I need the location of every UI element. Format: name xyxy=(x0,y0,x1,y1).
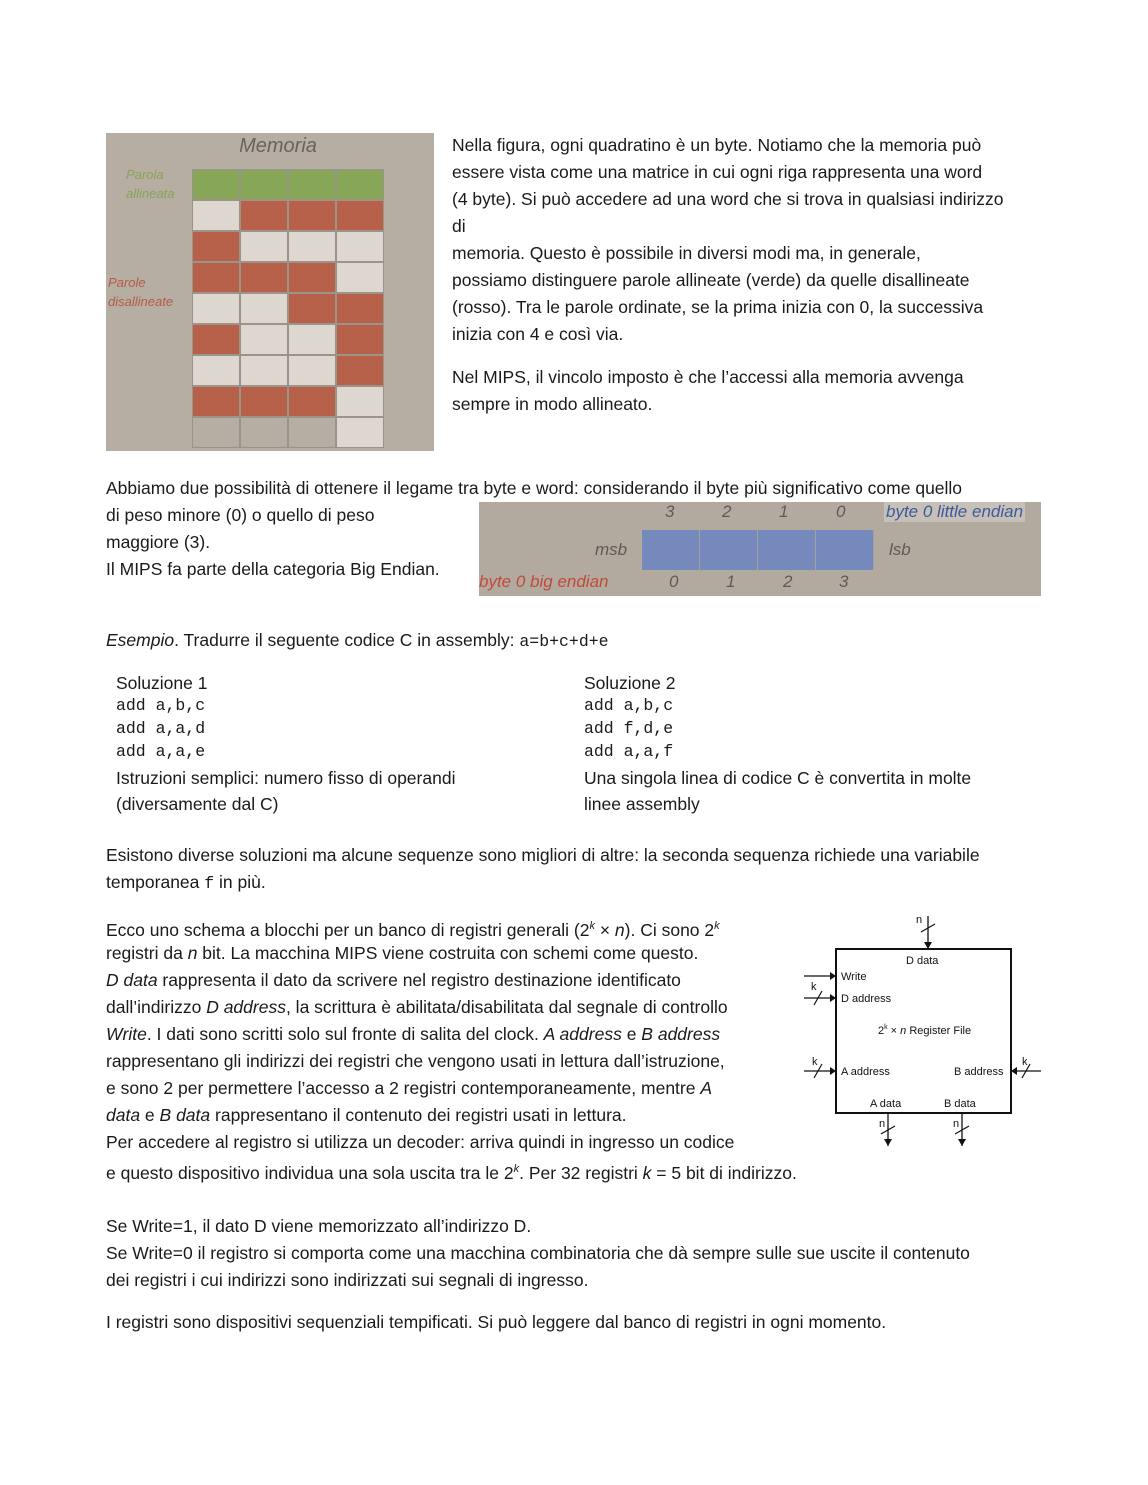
big-index-3: 3 xyxy=(839,572,849,591)
intro-line-3: (4 byte). Si può accedere ad una word che si trova in qualsiasi indirizzo xyxy=(452,189,1004,209)
solution-1-title: Soluzione 1 xyxy=(116,673,208,693)
solution-1-code-2: add a,a,d xyxy=(116,719,206,738)
memory-figure xyxy=(106,133,434,451)
memory-byte-cell xyxy=(336,293,384,324)
memory-byte-cell xyxy=(288,386,336,417)
a-data-width-label: n xyxy=(879,1118,886,1130)
memory-byte-cell xyxy=(192,417,240,448)
lsb-label: lsb xyxy=(889,540,911,559)
solution-2-note-1: Una singola linea di codice C è convertita in molte xyxy=(584,768,972,788)
big-index-1: 1 xyxy=(726,572,736,591)
intro-line-5: memoria. Questo è possibile in diversi modi ma, in generale, xyxy=(452,243,921,263)
endian-line-2: di peso minore (0) o quello di peso xyxy=(106,505,375,525)
regfile-line-7: e sono 2 per permettere l’accesso a 2 registri contemporaneamente, mentre A xyxy=(106,1078,713,1098)
memory-byte-cell xyxy=(192,262,240,293)
endian-figure xyxy=(479,502,1041,596)
byte-cell xyxy=(642,530,700,570)
regfile-line-6: rappresentano gli indirizzi dei registri che vengono usati in lettura dall’istruzione, xyxy=(106,1051,725,1071)
memory-byte-cell xyxy=(192,231,240,262)
regfile-line-1: Ecco uno schema a blocchi per un banco di registri generali $(2^k \times n)$. Ci sono 2$^k$ xyxy=(106,920,720,940)
a-address-label: A address xyxy=(841,1066,890,1078)
memory-byte-cell xyxy=(336,262,384,293)
byte-cell xyxy=(816,530,874,570)
b-address-label: B address xyxy=(954,1066,1004,1078)
closing-line: I registri sono dispositivi sequenziali tempificati. Si può leggere dal banco di registri in ogni momento. xyxy=(106,1312,887,1332)
memory-byte-cell xyxy=(240,262,288,293)
solution-2-code-1: add a,b,c xyxy=(584,696,674,715)
intro-line-7: (rosso). Tra le parole ordinate, se la prima inizia con 0, la successiva xyxy=(452,297,984,317)
memory-byte-cell xyxy=(288,355,336,386)
intro-line-8: inizia con 4 e così via. xyxy=(452,324,624,344)
b-address-width-label: k xyxy=(1022,1056,1028,1068)
example-line: Esempio. Tradurre il seguente codice C in assembly: a=b+c+d+e xyxy=(106,630,609,651)
memory-byte-cell xyxy=(240,417,288,448)
label-aligned-word: Parola allineata xyxy=(126,167,175,201)
memory-byte-cell xyxy=(192,200,240,231)
byte-cell xyxy=(758,530,816,570)
memory-figure-title: Memoria xyxy=(239,135,317,157)
mips-alignment-line-2: sempre in modo allineato. xyxy=(452,394,653,414)
memory-byte-cell xyxy=(288,293,336,324)
regfile-line-3: D data rappresenta il dato da scrivere nel registro destinazione identificato xyxy=(106,970,681,990)
memory-byte-cell xyxy=(288,262,336,293)
b-data-width-label: n xyxy=(953,1118,960,1130)
memory-byte-cell xyxy=(240,324,288,355)
intro-line-1: Nella figura, ogni quadratino è un byte. Notiamo che la memoria può xyxy=(452,135,982,155)
register-file-title: $2^k \times n$ Register File xyxy=(878,1024,972,1037)
little-endian-label: byte 0 little endian xyxy=(886,502,1024,521)
write-label: Write xyxy=(841,971,867,983)
big-index-0: 0 xyxy=(669,572,679,591)
memory-byte-cell xyxy=(288,231,336,262)
memory-byte-cell xyxy=(240,386,288,417)
mips-alignment-line-1: Nel MIPS, il vincolo imposto è che l’accessi alla memoria avvenga xyxy=(452,367,964,387)
intro-line-2: essere vista come una matrice in cui ogni riga rappresenta una word xyxy=(452,162,983,182)
a-data-label: A data xyxy=(870,1098,902,1110)
little-index-3: 3 xyxy=(665,502,675,521)
memory-byte-cell xyxy=(336,169,384,200)
solution-1-note-1: Istruzioni semplici: numero fisso di operandi xyxy=(116,768,456,788)
memory-byte-cell xyxy=(192,324,240,355)
d-data-width-label: n xyxy=(916,914,923,926)
memory-byte-cell xyxy=(288,169,336,200)
memory-byte-cell xyxy=(288,200,336,231)
solution-1-code-1: add a,b,c xyxy=(116,696,206,715)
d-address-label: D address xyxy=(841,993,892,1005)
memory-byte-cell xyxy=(192,293,240,324)
regfile-line-2: registri da n bit. La macchina MIPS viene costruita con schemi come questo. xyxy=(106,943,699,963)
memory-byte-cell xyxy=(192,355,240,386)
solution-2-code-3: add a,a,f xyxy=(584,742,674,761)
solution-2-title: Soluzione 2 xyxy=(584,673,676,693)
memory-byte-cell xyxy=(336,231,384,262)
sequences-line-2: temporanea f in più. xyxy=(106,872,266,893)
b-data-label: B data xyxy=(944,1098,976,1110)
memory-byte-cell xyxy=(240,200,288,231)
regfile-line-4: dall’indirizzo D address, la scrittura è abilitata/disabilitata dal segnale di controllo xyxy=(106,997,728,1017)
memory-byte-cell xyxy=(336,355,384,386)
endian-line-1: Abbiamo due possibilità di ottenere il legame tra byte e word: considerando il byte più significativo come quello xyxy=(106,478,963,498)
write-line-2: Se Write=0 il registro si comporta come una macchina combinatoria che dà sempre sulle sue uscite il contenuto xyxy=(106,1243,970,1263)
regfile-line-9: Per accedere al registro si utilizza un decoder: arriva quindi in ingresso un codice xyxy=(106,1132,735,1152)
endian-line-3: maggiore (3). xyxy=(106,532,211,552)
d-address-width-label: k xyxy=(811,981,817,993)
solution-2-note-2: linee assembly xyxy=(584,794,700,814)
big-endian-label: byte 0 big endian xyxy=(479,572,609,591)
big-index-2: 2 xyxy=(783,572,793,591)
little-index-0: 0 xyxy=(836,502,846,521)
little-index-2: 2 xyxy=(722,502,732,521)
memory-byte-cell xyxy=(240,169,288,200)
little-index-1: 1 xyxy=(779,502,789,521)
memory-byte-cell xyxy=(192,169,240,200)
solution-1-note-2: (diversamente dal C) xyxy=(116,794,279,814)
memory-byte-cell xyxy=(240,355,288,386)
memory-byte-cell xyxy=(336,324,384,355)
example-code: a=b+c+d+e xyxy=(519,632,609,651)
memory-byte-cell xyxy=(240,293,288,324)
sequences-line-1: Esistono diverse soluzioni ma alcune sequenze sono migliori di altre: la seconda sequenza richiede una variabile xyxy=(106,845,980,865)
byte-cell xyxy=(700,530,758,570)
endian-line-4: Il MIPS fa parte della categoria Big Endian. xyxy=(106,559,440,579)
write-line-3: dei registri i cui indirizzi sono indirizzati sui segnali di ingresso. xyxy=(106,1270,589,1290)
regfile-line-8: data e B data rappresentano il contenuto dei registri usati in lettura. xyxy=(106,1105,627,1125)
regfile-line-5: Write. I dati sono scritti solo sul fronte di salita del clock. A address e B address xyxy=(106,1024,721,1044)
memory-byte-cell xyxy=(336,417,384,448)
solution-1-code-3: add a,a,e xyxy=(116,742,206,761)
intro-line-6: possiamo distinguere parole allineate (verde) da quelle disallineate xyxy=(452,270,970,290)
memory-byte-cell xyxy=(288,417,336,448)
memory-byte-cell xyxy=(240,231,288,262)
regfile-line-10: e questo dispositivo individua una sola uscita tra le 2$^k$. Per 32 registri k = 5 bit di indirizzo. xyxy=(106,1163,797,1183)
intro-line-4: di xyxy=(452,216,466,236)
msb-label: msb xyxy=(595,540,628,559)
memory-byte-cell xyxy=(336,386,384,417)
memory-byte-cell xyxy=(288,324,336,355)
a-address-width-label: k xyxy=(812,1056,818,1068)
memory-byte-cell xyxy=(192,386,240,417)
register-file-diagram xyxy=(800,912,1045,1162)
solution-2-code-2: add f,d,e xyxy=(584,719,674,738)
write-line-1: Se Write=1, il dato D viene memorizzato all’indirizzo D. xyxy=(106,1216,532,1236)
memory-byte-cell xyxy=(336,200,384,231)
label-misaligned-words: Parole disallineate xyxy=(108,275,174,309)
d-data-label: D data xyxy=(906,955,939,967)
